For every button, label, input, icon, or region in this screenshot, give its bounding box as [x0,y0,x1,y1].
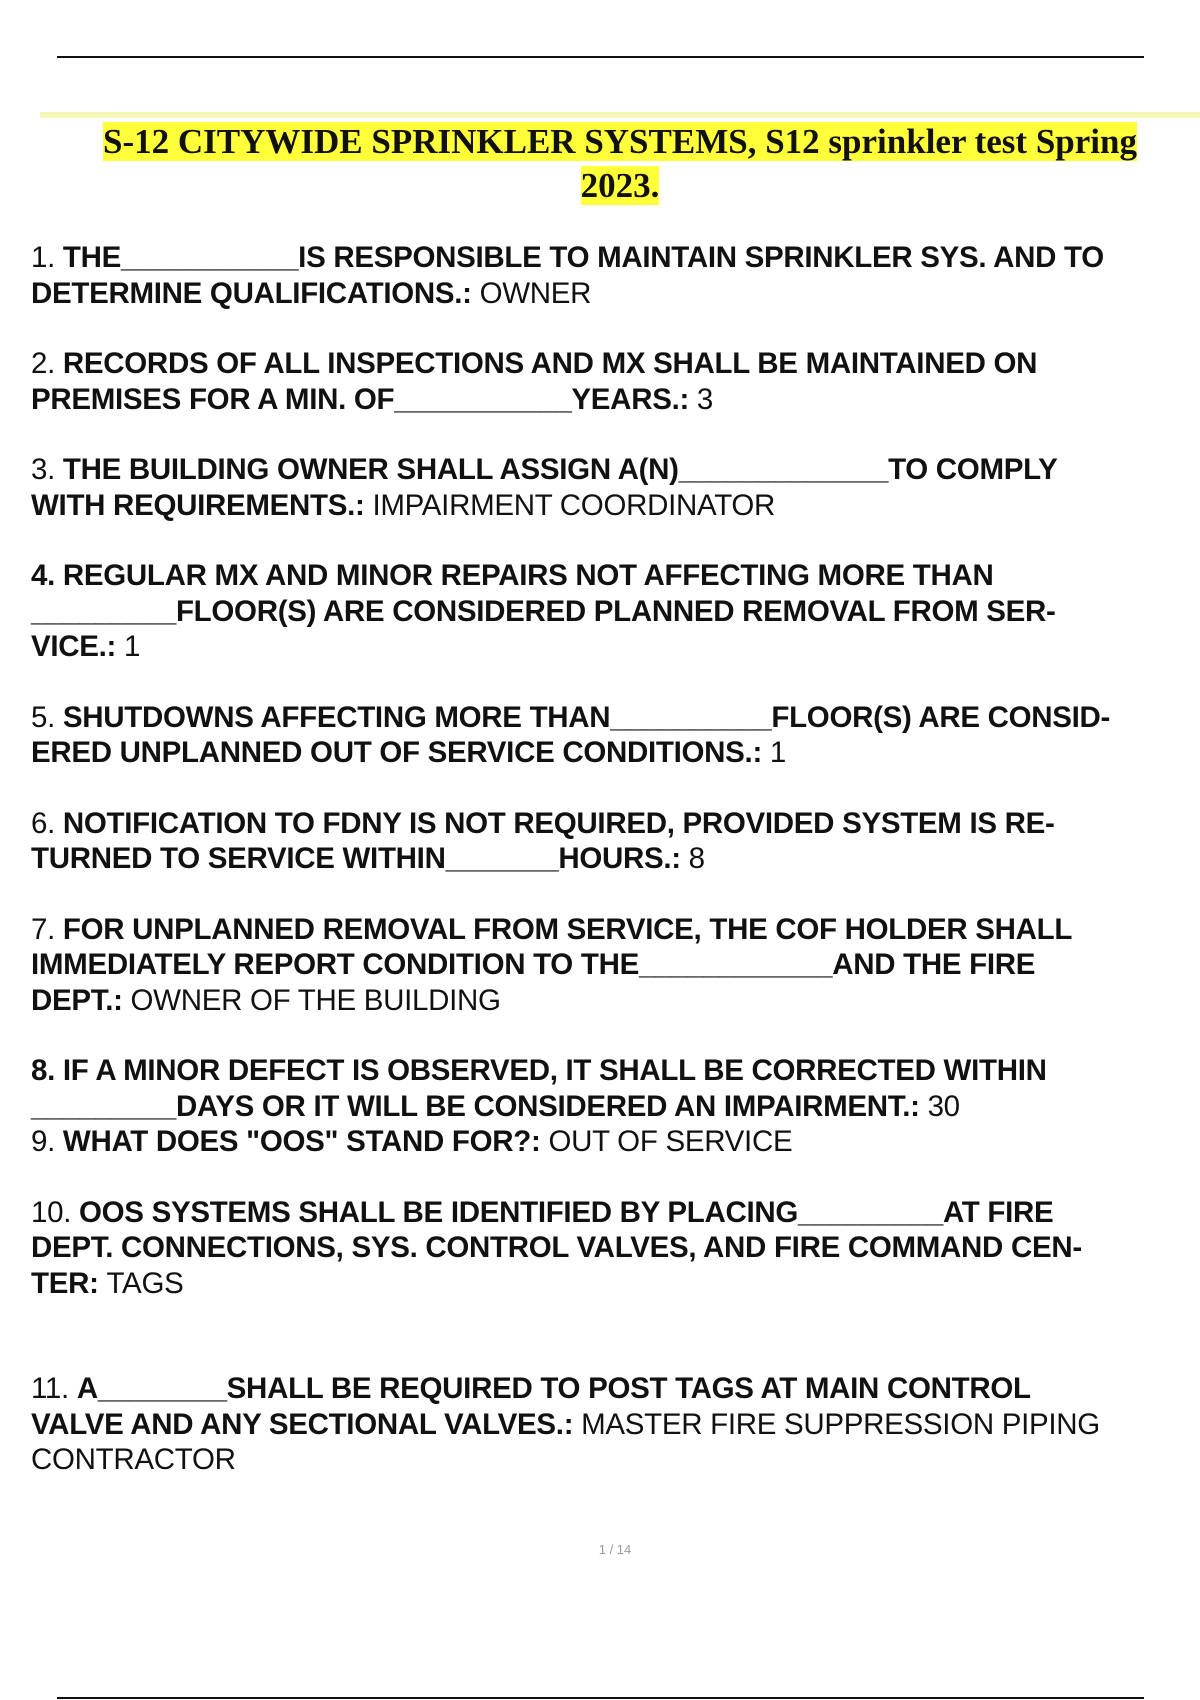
answer-text-continued: CONTRACTOR [31,1443,236,1476]
question-number: 8. [31,1054,63,1087]
question-text-line: VALVE AND ANY SECTIONAL VALVES.: [31,1407,582,1441]
question-text-line: THE___________IS RESPONSIBLE TO MAINTAIN SPRINKLER SYS. AND TO [62,241,1104,274]
question-number: 11. [31,1372,77,1405]
question-number: 4. [31,559,63,592]
question-text-line: _________DAYS OR IT WILL BE CONSIDERED AN IMPAIRMENT.: [31,1089,928,1123]
question-text-line: ERED UNPLANNED OUT OF SERVICE CONDITIONS.: [31,736,770,769]
question-item [31,558,1200,665]
question-text-line: SHUTDOWNS AFFECTING MORE THAN__________FLOOR(S) ARE CONSID- [62,700,1111,734]
question-number: 9. [31,1125,63,1158]
answer-text: 3 [696,382,713,416]
question-text-line: PREMISES FOR A MIN. OF___________YEARS.: [31,382,697,416]
question-number: 3. [31,453,63,486]
answer-text: 1 [769,736,786,769]
question-text-line: FOR UNPLANNED REMOVAL FROM SERVICE, THE COF HOLDER SHALL [62,912,1073,946]
answer-text: OWNER [479,276,592,310]
question-text-line: THE BUILDING OWNER SHALL ASSIGN A(N)_____________TO COMPLY [62,453,1058,486]
question-item [31,346,1200,417]
answer-text: 8 [688,842,705,875]
question-text-line: DEPT. CONNECTIONS, SYS. CONTROL VALVES, AND FIRE COMMAND CEN- [31,1231,1082,1264]
question-text-line: WITH REQUIREMENTS.: [31,488,373,522]
question-item [31,700,1200,771]
question-text-line: OOS SYSTEMS SHALL BE IDENTIFIED BY PLACING_________AT FIRE [79,1195,1054,1229]
question-text-line: REGULAR MX AND MINOR REPAIRS NOT AFFECTING MORE THAN [62,559,994,592]
question-item [31,1371,1200,1478]
title-line-1: S-12 CITYWIDE SPRINKLER SYSTEMS, S12 sprinkler test Spring [102,122,1137,161]
question-text-line: NOTIFICATION TO FDNY IS NOT REQUIRED, PROVIDED SYSTEM IS RE- [62,806,1055,840]
answer-text: OUT OF SERVICE [548,1125,793,1158]
page-indicator: 1 / 14 [598,1542,632,1557]
question-item [31,452,1200,523]
question-text-line: IMMEDIATELY REPORT CONDITION TO THE____________AND THE FIRE [31,948,1036,981]
title-highlight-band [40,112,1200,118]
answer-text: IMPAIRMENT COORDINATOR [372,488,776,522]
question-text-line: _________FLOOR(S) ARE CONSIDERED PLANNED REMOVAL FROM SER- [31,594,1056,628]
answer-text: 30 [927,1089,960,1123]
question-number: 7. [31,912,63,946]
answer-text: MASTER FIRE SUPPRESSION PIPING [581,1407,1100,1441]
question-text-line: WHAT DOES "OOS" STAND FOR?: [62,1125,549,1158]
question-text-line: DEPT.: [31,983,131,1017]
question-item [31,1053,1200,1124]
question-text-line: RECORDS OF ALL INSPECTIONS AND MX SHALL BE MAINTAINED ON [62,347,1038,380]
question-text-line: TER: [31,1266,107,1300]
question-list [31,240,1200,1478]
question-number: 5. [31,700,63,734]
question-text-line: IF A MINOR DEFECT IS OBSERVED, IT SHALL BE CORRECTED WITHIN [62,1054,1047,1087]
title-line-2: 2023. [580,166,660,205]
question-text-line: TURNED TO SERVICE WITHIN_______HOURS.: [31,842,689,875]
question-number: 1. [31,241,63,274]
answer-text: TAGS [106,1266,184,1300]
question-text-line: VICE.: [31,630,124,663]
question-number: 10. [31,1195,80,1229]
top-rule [57,56,1144,58]
question-item [31,1124,1200,1160]
question-item [31,240,1200,311]
question-number: 6. [31,806,63,840]
answer-text: 1 [123,630,141,663]
question-item [31,912,1200,1019]
question-text-line: A________SHALL BE REQUIRED TO POST TAGS AT MAIN CONTROL [76,1372,1031,1405]
question-item [31,806,1200,877]
question-number: 2. [31,347,63,380]
document-title [40,120,1200,208]
question-item [31,1195,1200,1302]
bottom-rule [57,1697,1144,1699]
question-text-line: DETERMINE QUALIFICATIONS.: [31,276,480,310]
answer-text: OWNER OF THE BUILDING [130,983,501,1017]
